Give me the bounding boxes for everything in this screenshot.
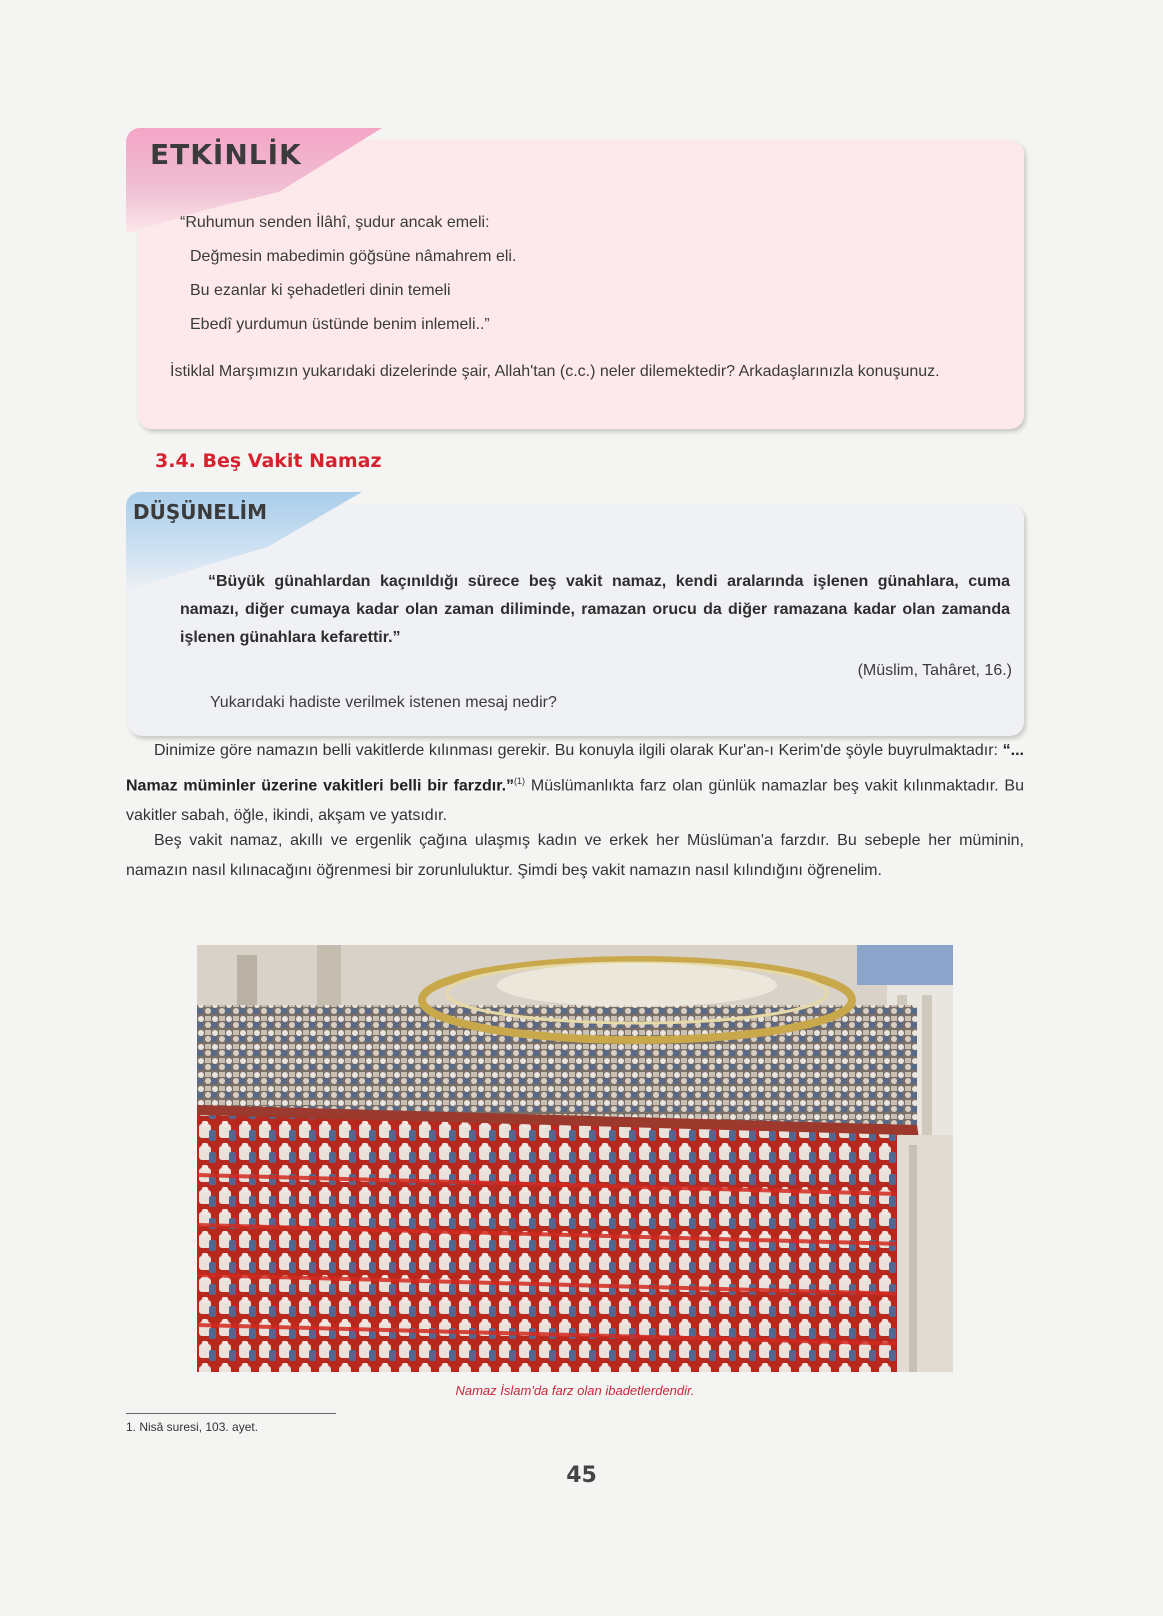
photo-caption: Namaz İslam'da farz olan ibadetlerdendir. — [455, 1383, 695, 1398]
paragraph-1-end: Müslümanlıkta farz olan günlük namazlar beş vakit kılınmaktadır. Bu vakitler sabah, öğle, ikindi, akşam ve yatsıdır. — [126, 777, 1024, 825]
hadith-quote: “Büyük günahlardan kaçınıldığı sürece beş vakit namaz, kendi aralarında işlenen günahlara, cuma namazı, diğer cumaya kadar olan zaman diliminde, ramazan orucu da diğer ramazana kadar olan zamanda işlenen günahlara kefarettir.” — [180, 573, 1010, 646]
mosque-prayer-illustration — [197, 945, 953, 1372]
mosque-prayer-photo — [197, 945, 953, 1372]
poem-line-1: “Ruhumun senden İlâhî, şudur ancak emeli: — [180, 214, 490, 231]
hadith-source: (Müslim, Tahâret, 16.) — [857, 662, 1012, 679]
poem-line-4: Ebedî yurdumun üstünde benim inlemeli..” — [190, 316, 490, 333]
poem-line-3: Bu ezanlar ki şehadetleri dinin temeli — [190, 282, 451, 299]
footnote-divider — [126, 1413, 336, 1414]
footnote: 1. Nisâ suresi, 103. ayet. — [126, 1420, 259, 1434]
hadith-question: Yukarıdaki hadiste verilmek istenen mesaj nedir? — [210, 694, 557, 711]
page-number: 45 — [566, 1463, 597, 1488]
etkinlik-question: İstiklal Marşımızın yukarıdaki dizelerinde şair, Allah'tan (c.c.) neler dilemektedir? Arkadaşlarınızla konuşunuz. — [170, 363, 940, 380]
section-title: 3.4. Beş Vakit Namaz — [155, 450, 382, 472]
poem-line-2: Değmesin mabedimin göğsüne nâmahrem eli. — [190, 248, 517, 265]
paragraph-1-text: Dinimize göre namazın belli vakitlerde kılınması gerekir. Bu konuyla ilgili olarak Kur'an-ı Kerim'de şöyle buyrulmaktadır: — [154, 742, 1003, 759]
footnote-ref[interactable]: (1) — [514, 776, 526, 786]
body-paragraph-2: Beş vakit namaz, akıllı ve ergenlik çağına ulaşmış kadın ve erkek her Müslüman'a farzdır. Bu sebeple her müminin, namazın nasıl kılınacağını öğrenmesi bir zorunluluktur. Şimdi beş vakit namazın nasıl kılındığını öğrenelim. — [126, 832, 1024, 879]
etkinlik-title: ETKİNLİK — [150, 138, 302, 171]
body-paragraph-1 — [126, 736, 1024, 831]
quran-quote: “... Namaz müminler üzerine vakitleri belli bir farzdır.” — [126, 742, 1024, 795]
dusunelim-title: DÜŞÜNELİM — [133, 500, 267, 524]
